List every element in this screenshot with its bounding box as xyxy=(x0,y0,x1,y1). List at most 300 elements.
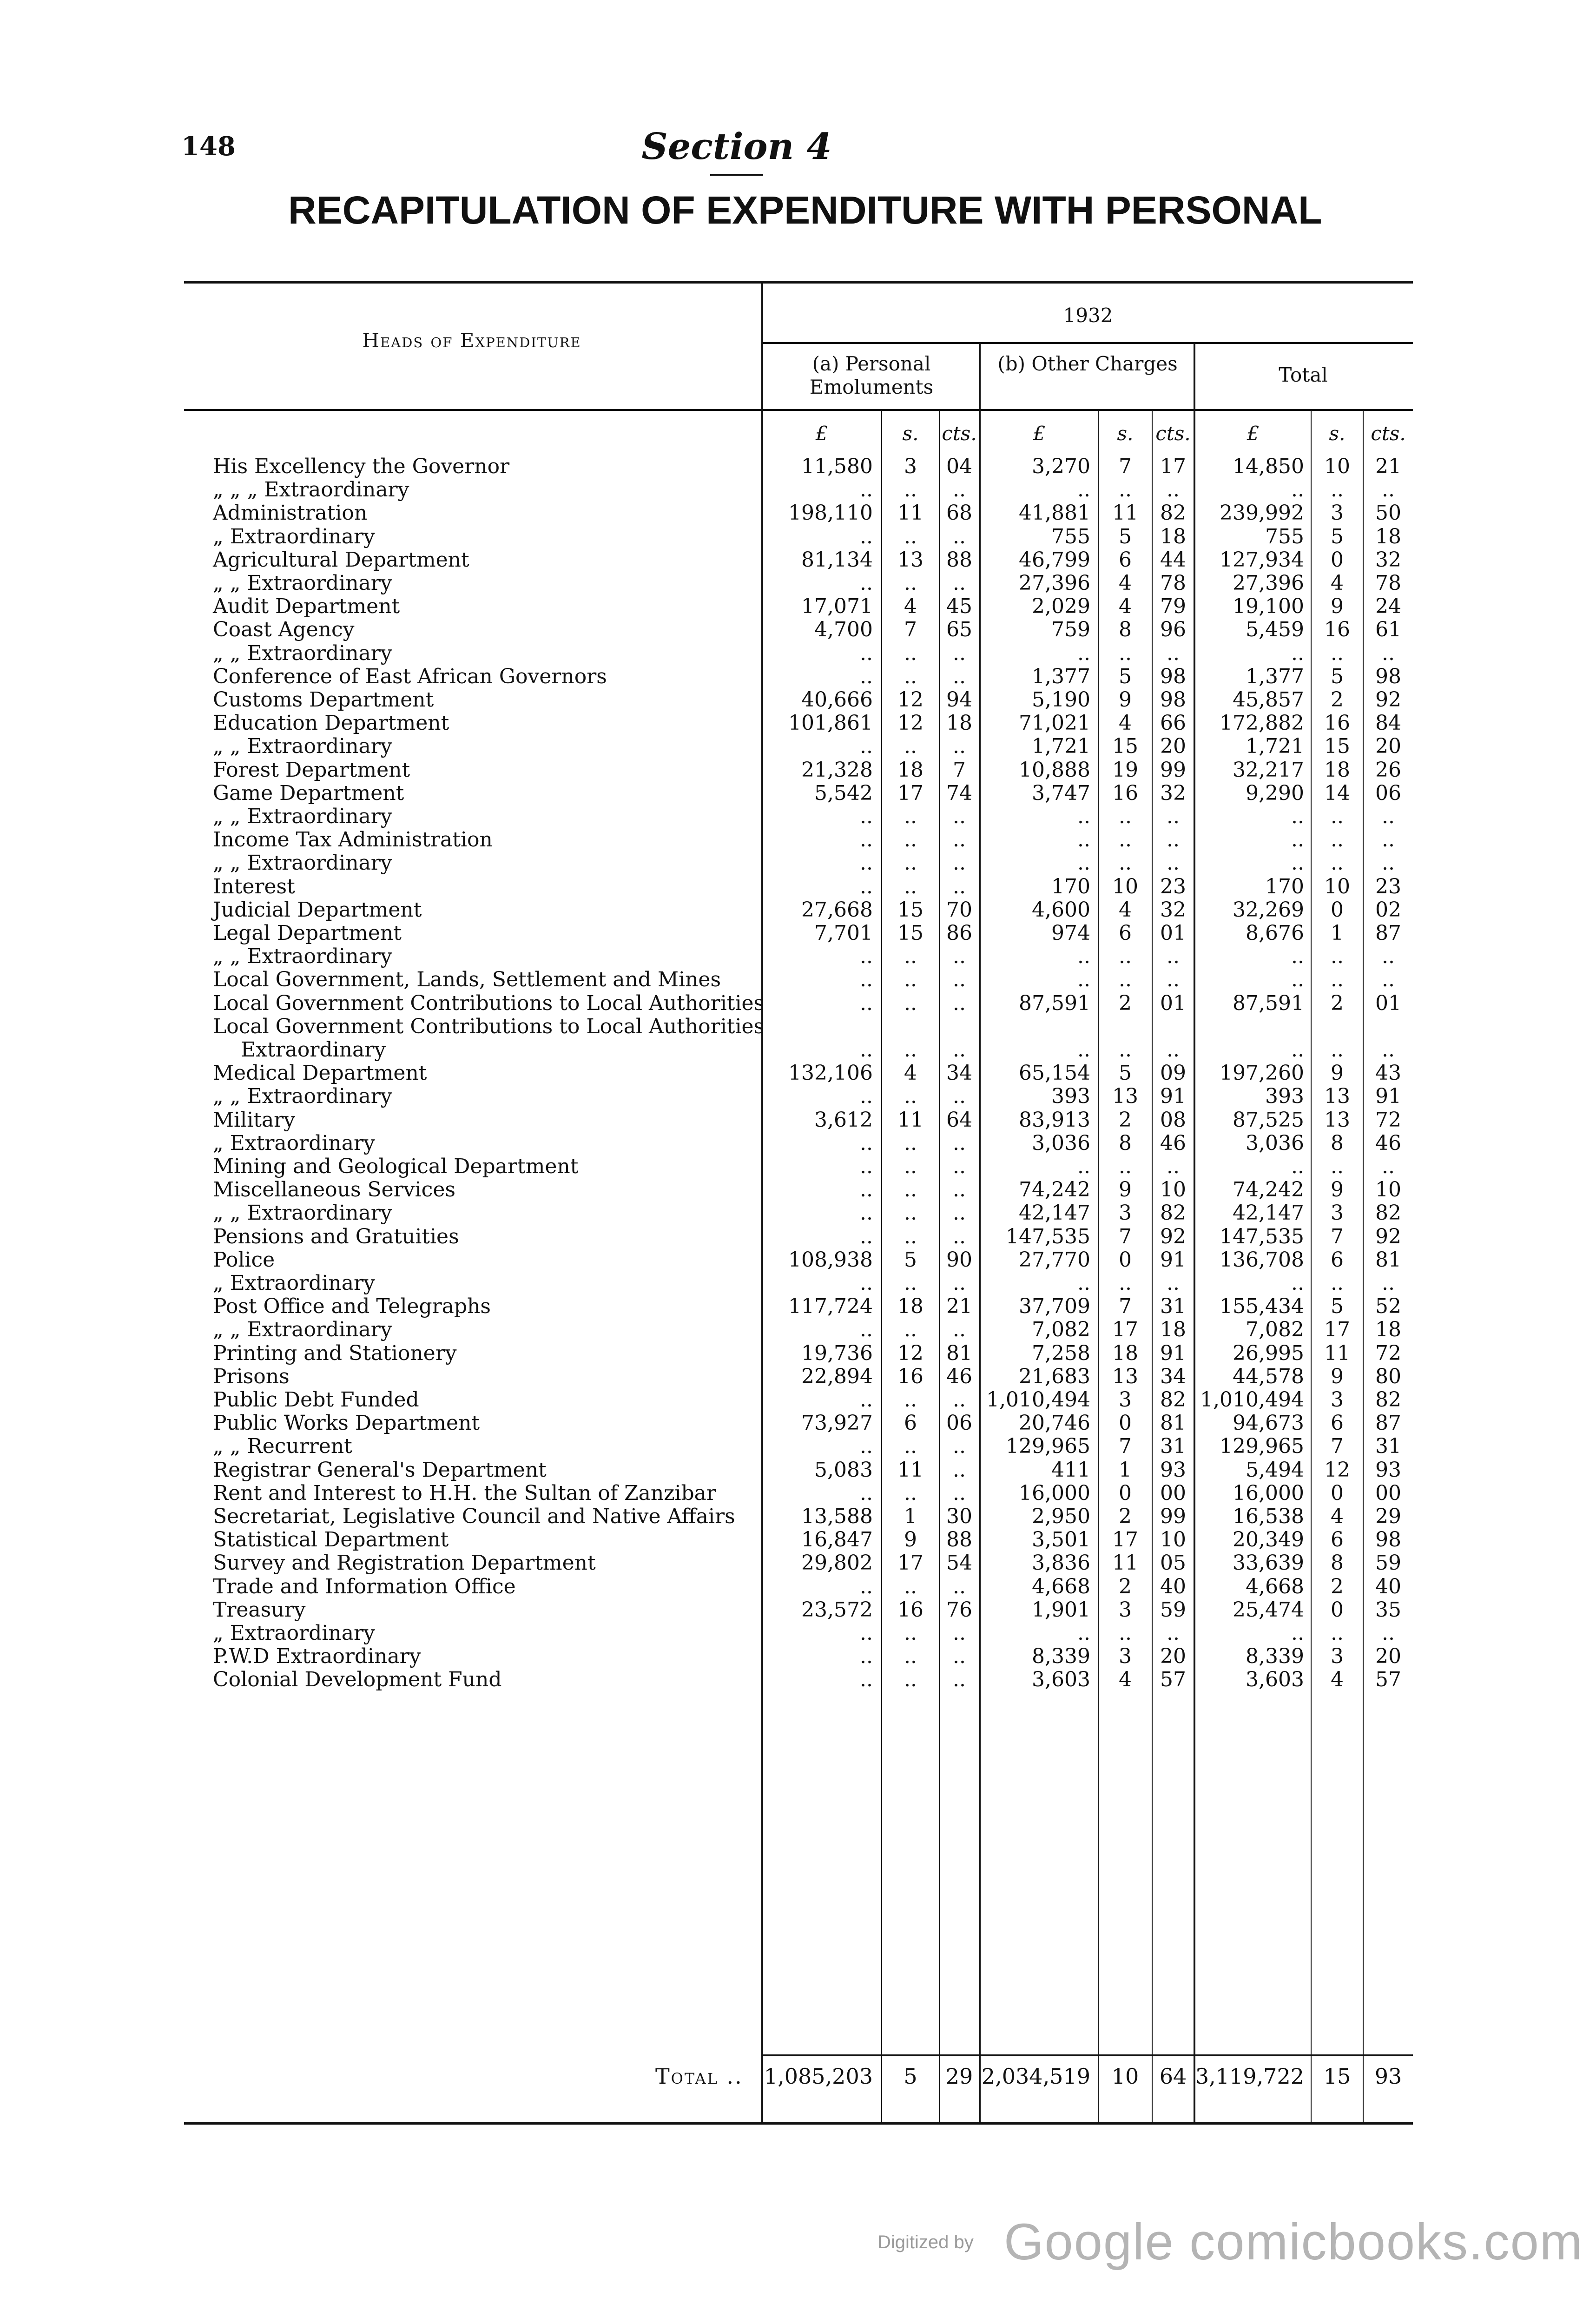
cell-t-pounds: 136,708 xyxy=(1220,1248,1304,1272)
cell-a-pounds: .. xyxy=(860,478,873,502)
header-rule-units xyxy=(184,409,1413,411)
cell-b-shillings: 6 xyxy=(1119,548,1132,572)
cell-t-pounds: 7,082 xyxy=(1246,1318,1304,1341)
cell-t-cents: 01 xyxy=(1375,991,1401,1015)
cell-a-cents: 88 xyxy=(946,548,972,572)
cell-b-shillings: 0 xyxy=(1119,1481,1132,1505)
cell-t-cents: .. xyxy=(1382,1038,1395,1062)
cell-b-cents: 31 xyxy=(1160,1294,1186,1318)
cell-a-pounds: .. xyxy=(860,1644,873,1668)
cell-b-cents: 01 xyxy=(1160,921,1186,945)
cell-t-cents: 21 xyxy=(1375,455,1401,478)
cell-t-pounds: .. xyxy=(1291,1621,1304,1645)
cell-t-pounds: 9,290 xyxy=(1246,781,1304,805)
cell-b-cents: 98 xyxy=(1160,665,1186,688)
cell-a-cents: 21 xyxy=(946,1294,972,1318)
cell-a-cents: 06 xyxy=(946,1411,972,1435)
cell-b-cents: 44 xyxy=(1160,548,1186,572)
cell-a-cents: .. xyxy=(953,1668,966,1691)
cell-a-pounds: .. xyxy=(860,875,873,898)
unit-cents-t: cts. xyxy=(1371,422,1406,445)
cell-b-shillings: 8 xyxy=(1119,1131,1132,1155)
cell-a-shillings: .. xyxy=(904,805,917,828)
cell-t-pounds: 127,934 xyxy=(1220,548,1304,572)
cell-b-shillings: 4 xyxy=(1119,898,1132,922)
cell-b-pounds: 87,591 xyxy=(1019,991,1090,1015)
cell-t-pounds: 16,000 xyxy=(1233,1481,1304,1505)
cell-b-shillings: 3 xyxy=(1119,1598,1132,1622)
cell-b-cents: 96 xyxy=(1160,618,1186,641)
cell-t-shillings: 17 xyxy=(1324,1318,1350,1341)
cell-a-shillings: .. xyxy=(904,1084,917,1108)
cell-t-shillings: 2 xyxy=(1331,991,1344,1015)
cell-b-shillings: .. xyxy=(1119,968,1132,991)
row-label: Judicial Department xyxy=(213,898,422,922)
cell-t-cents: 87 xyxy=(1375,1411,1401,1435)
cell-t-cents: 80 xyxy=(1375,1365,1401,1388)
cell-t-pounds: 147,535 xyxy=(1220,1225,1304,1248)
cell-a-cents: .. xyxy=(953,478,966,502)
row-label: Administration xyxy=(213,501,368,525)
cell-b-cents: .. xyxy=(1167,828,1180,852)
row-label: Colonial Development Fund xyxy=(213,1668,502,1691)
cell-b-shillings: .. xyxy=(1119,641,1132,665)
row-label: Mining and Geological Department xyxy=(213,1155,579,1178)
cell-a-shillings: .. xyxy=(904,1201,917,1225)
cell-t-cents: 24 xyxy=(1375,594,1401,618)
cell-a-pounds: 7,701 xyxy=(814,921,873,945)
unit-pounds-b: £ xyxy=(1033,422,1046,445)
cell-t-cents: 87 xyxy=(1375,921,1401,945)
cell-t-cents: .. xyxy=(1382,1621,1395,1645)
cell-b-shillings: 4 xyxy=(1119,1668,1132,1691)
cell-b-pounds: 974 xyxy=(1051,921,1090,945)
cell-b-cents: .. xyxy=(1167,851,1180,875)
cell-t-pounds: 172,882 xyxy=(1220,711,1304,735)
cell-t-cents: 23 xyxy=(1375,875,1401,898)
cell-t-shillings: 6 xyxy=(1331,1411,1344,1435)
cell-t-shillings: 0 xyxy=(1331,1481,1344,1505)
cell-b-pounds: .. xyxy=(1077,828,1090,852)
cell-b-cents: 20 xyxy=(1160,1644,1186,1668)
cell-b-pounds: 755 xyxy=(1051,525,1090,548)
cell-t-pounds: 170 xyxy=(1265,875,1304,898)
cell-t-pounds: 129,965 xyxy=(1220,1434,1304,1458)
row-label: Trade and Information Office xyxy=(213,1575,516,1598)
cell-t-shillings: 4 xyxy=(1331,1505,1344,1528)
row-label: Police xyxy=(213,1248,275,1272)
cell-b-pounds: 83,913 xyxy=(1019,1108,1090,1132)
cell-b-pounds: .. xyxy=(1077,851,1090,875)
cell-b-shillings: 4 xyxy=(1119,711,1132,735)
table-bottom-rule xyxy=(184,2122,1413,2125)
row-label: „ „ Extraordinary xyxy=(213,805,392,828)
cell-a-pounds: 5,083 xyxy=(814,1458,873,1482)
cell-b-pounds: .. xyxy=(1077,1155,1090,1178)
cell-t-shillings: 6 xyxy=(1331,1248,1344,1272)
cell-t-shillings: .. xyxy=(1331,641,1344,665)
cell-t-shillings: .. xyxy=(1331,1271,1344,1295)
col-divider-a-b xyxy=(979,344,981,2122)
cell-a-shillings: .. xyxy=(904,1131,917,1155)
cell-t-pounds: 755 xyxy=(1265,525,1304,548)
cell-a-shillings: .. xyxy=(904,875,917,898)
cell-b-shillings: 13 xyxy=(1112,1084,1138,1108)
cell-b-shillings: 9 xyxy=(1119,688,1132,712)
cell-b-shillings: 7 xyxy=(1119,1434,1132,1458)
cell-a-pounds: 132,106 xyxy=(788,1061,873,1085)
total-top-rule xyxy=(762,2054,1413,2056)
cell-a-shillings: 9 xyxy=(904,1528,917,1552)
cell-a-pounds: .. xyxy=(860,1271,873,1295)
cell-t-cents: 35 xyxy=(1375,1598,1401,1622)
cell-b-shillings: .. xyxy=(1119,944,1132,968)
cell-t-pounds: 94,673 xyxy=(1233,1411,1304,1435)
cell-t-shillings: 7 xyxy=(1331,1225,1344,1248)
cell-b-cents: .. xyxy=(1167,641,1180,665)
cell-t-cents: 57 xyxy=(1375,1668,1401,1691)
cell-t-pounds: 3,603 xyxy=(1246,1668,1304,1691)
cell-b-cents: 31 xyxy=(1160,1434,1186,1458)
cell-b-shillings: 17 xyxy=(1112,1528,1138,1552)
cell-a-shillings: .. xyxy=(904,665,917,688)
cell-b-pounds: 42,147 xyxy=(1019,1201,1090,1225)
cell-a-pounds: 22,894 xyxy=(801,1365,873,1388)
cell-t-shillings: .. xyxy=(1331,1155,1344,1178)
cell-a-shillings: .. xyxy=(904,968,917,991)
page-title: RECAPITULATION OF EXPENDITURE WITH PERSONAL xyxy=(288,188,1322,232)
cell-b-pounds: 1,721 xyxy=(1032,734,1090,758)
cell-b-cents: 81 xyxy=(1160,1411,1186,1435)
cell-a-pounds: .. xyxy=(860,1318,873,1341)
cell-t-cents: 78 xyxy=(1375,571,1401,595)
cell-a-shillings: .. xyxy=(904,734,917,758)
cell-b-cents: 57 xyxy=(1160,1668,1186,1691)
row-label: „ Extraordinary xyxy=(213,1271,375,1295)
cell-b-cents: 40 xyxy=(1160,1575,1186,1598)
cell-b-cents: .. xyxy=(1167,1155,1180,1178)
cell-a-shillings: 12 xyxy=(897,711,923,735)
cell-b-pounds: 411 xyxy=(1051,1458,1090,1482)
cell-b-pounds: 37,709 xyxy=(1019,1294,1090,1318)
cell-a-cents: .. xyxy=(953,1318,966,1341)
cell-t-cents: 02 xyxy=(1375,898,1401,922)
cell-b-cents: 20 xyxy=(1160,734,1186,758)
cell-b-shillings: 0 xyxy=(1119,1411,1132,1435)
cell-a-pounds: 5,542 xyxy=(814,781,873,805)
row-label: „ Extraordinary xyxy=(213,525,375,548)
cell-a-shillings: .. xyxy=(904,571,917,595)
col-a-header: (a) Personal Emoluments xyxy=(809,352,934,398)
cell-b-cents: 18 xyxy=(1160,525,1186,548)
cell-t-cents: 50 xyxy=(1375,501,1401,525)
cell-t-shillings: 0 xyxy=(1331,898,1344,922)
unit-shillings-b: s. xyxy=(1117,422,1134,445)
cell-t-shillings: .. xyxy=(1331,478,1344,502)
row-label: „ „ „ Extraordinary xyxy=(213,478,409,502)
watermark-logo: Google comicbooks.com xyxy=(1004,2213,1583,2271)
cell-t-shillings: 9 xyxy=(1331,1178,1344,1202)
cell-b-cents: 82 xyxy=(1160,1388,1186,1412)
cell-a-pounds: 108,938 xyxy=(788,1248,873,1272)
cell-a-cents: 70 xyxy=(946,898,972,922)
row-label: „ „ Extraordinary xyxy=(213,1084,392,1108)
cell-t-cents: 46 xyxy=(1375,1131,1401,1155)
cell-t-shillings: 13 xyxy=(1324,1108,1350,1132)
cell-t-cents: 84 xyxy=(1375,711,1401,735)
cell-t-pounds: 19,100 xyxy=(1233,594,1304,618)
cell-a-cents: .. xyxy=(953,1271,966,1295)
col-divider-b-t xyxy=(1194,344,1195,2122)
row-label: Game Department xyxy=(213,781,404,805)
cell-a-pounds: .. xyxy=(860,1155,873,1178)
row-label: Interest xyxy=(213,875,295,898)
cell-b-pounds: .. xyxy=(1077,1038,1090,1062)
cell-b-pounds: 4,668 xyxy=(1032,1575,1090,1598)
cell-a-cents: 86 xyxy=(946,921,972,945)
cell-t-pounds: .. xyxy=(1291,851,1304,875)
cell-a-pounds: 19,736 xyxy=(801,1341,873,1365)
cell-a-shillings: .. xyxy=(904,1481,917,1505)
row-label: His Excellency the Governor xyxy=(213,455,510,478)
cell-b-shillings: .. xyxy=(1119,851,1132,875)
cell-b-pounds: 3,036 xyxy=(1032,1131,1090,1155)
cell-t-cents: 59 xyxy=(1375,1551,1401,1575)
cell-b-shillings: .. xyxy=(1119,1038,1132,1062)
cell-a-pounds: 73,927 xyxy=(801,1411,873,1435)
cell-t-pounds: 5,494 xyxy=(1246,1458,1304,1482)
cell-t-shillings: 16 xyxy=(1324,711,1350,735)
cell-t-cents: .. xyxy=(1382,1155,1395,1178)
cell-a-cents: 68 xyxy=(946,501,972,525)
cell-t-cents: 18 xyxy=(1375,1318,1401,1341)
row-label: Secretariat, Legislative Council and Native Affairs xyxy=(213,1505,735,1528)
cell-a-pounds: .. xyxy=(860,944,873,968)
cell-t-cents: 98 xyxy=(1375,665,1401,688)
unit-pounds-t: £ xyxy=(1247,422,1260,445)
cell-a-shillings: .. xyxy=(904,1668,917,1691)
cell-a-cents: 54 xyxy=(946,1551,972,1575)
cell-b-shillings: 3 xyxy=(1119,1201,1132,1225)
cell-b-cents: 92 xyxy=(1160,1225,1186,1248)
cell-b-pounds: 5,190 xyxy=(1032,688,1090,712)
cell-a-shillings: .. xyxy=(904,1155,917,1178)
total-t-shillings: 15 xyxy=(1323,2064,1351,2089)
cell-a-pounds: 4,700 xyxy=(814,618,873,641)
cell-b-cents: 34 xyxy=(1160,1365,1186,1388)
cell-b-cents: 09 xyxy=(1160,1061,1186,1085)
cell-a-shillings: .. xyxy=(904,1575,917,1598)
row-label: „ Extraordinary xyxy=(213,1621,375,1645)
cell-t-shillings: 13 xyxy=(1324,1084,1350,1108)
cell-b-shillings: 6 xyxy=(1119,921,1132,945)
cell-a-pounds: .. xyxy=(860,991,873,1015)
cell-b-pounds: .. xyxy=(1077,1271,1090,1295)
cell-b-pounds: 27,770 xyxy=(1019,1248,1090,1272)
total-t-pounds: 3,119,722 xyxy=(1195,2064,1304,2089)
header-rule-year xyxy=(762,342,1413,344)
cell-a-shillings: .. xyxy=(904,1318,917,1341)
cell-t-pounds: 8,339 xyxy=(1246,1644,1304,1668)
cell-b-shillings: 2 xyxy=(1119,1108,1132,1132)
cell-a-pounds: .. xyxy=(860,525,873,548)
cell-a-cents: .. xyxy=(953,1201,966,1225)
digitized-by-text: Digitized by xyxy=(877,2232,974,2252)
cell-a-pounds: .. xyxy=(860,1084,873,1108)
cell-t-shillings: 7 xyxy=(1331,1434,1344,1458)
cell-b-pounds: 65,154 xyxy=(1019,1061,1090,1085)
cell-t-shillings: 5 xyxy=(1331,525,1344,548)
row-label: Audit Department xyxy=(213,594,400,618)
cell-b-shillings: 8 xyxy=(1119,618,1132,641)
cell-t-cents: 82 xyxy=(1375,1201,1401,1225)
total-b-cents: 64 xyxy=(1159,2064,1187,2089)
row-label: Public Works Department xyxy=(213,1411,480,1435)
row-label: „ Extraordinary xyxy=(213,1131,375,1155)
cell-a-pounds: 11,580 xyxy=(801,455,873,478)
cell-t-shillings: .. xyxy=(1331,1038,1344,1062)
heads-of-expenditure-header: Heads of Expenditure xyxy=(362,329,581,352)
cell-a-cents: .. xyxy=(953,1458,966,1482)
row-label: Prisons xyxy=(213,1365,290,1388)
cell-t-shillings: 9 xyxy=(1331,1061,1344,1085)
cell-a-pounds: .. xyxy=(860,641,873,665)
cell-b-pounds: .. xyxy=(1077,805,1090,828)
cell-b-pounds: 1,010,494 xyxy=(986,1388,1090,1412)
cell-a-pounds: .. xyxy=(860,1668,873,1691)
cell-a-cents: 46 xyxy=(946,1365,972,1388)
page-number: 148 xyxy=(181,131,236,162)
total-a-shillings: 5 xyxy=(904,2064,917,2089)
row-label: Treasury xyxy=(213,1598,306,1622)
row-label: Local Government, Lands, Settlement and Mines xyxy=(213,968,721,991)
cell-t-cents: 26 xyxy=(1375,758,1401,782)
cell-a-pounds: 29,802 xyxy=(801,1551,873,1575)
cell-a-shillings: 11 xyxy=(897,1108,923,1132)
cell-b-shillings: 3 xyxy=(1119,1644,1132,1668)
cell-b-shillings: 15 xyxy=(1112,734,1138,758)
cell-t-pounds: 8,676 xyxy=(1246,921,1304,945)
total-t-cents: 93 xyxy=(1374,2064,1402,2089)
cell-a-pounds: 81,134 xyxy=(801,548,873,572)
cell-b-pounds: 7,082 xyxy=(1032,1318,1090,1341)
cell-a-cents: 30 xyxy=(946,1505,972,1528)
row-label: Public Debt Funded xyxy=(213,1388,419,1412)
cell-t-shillings: .. xyxy=(1331,968,1344,991)
cell-t-pounds: 33,639 xyxy=(1233,1551,1304,1575)
cell-a-cents: .. xyxy=(953,828,966,852)
cell-t-cents: 91 xyxy=(1375,1084,1401,1108)
cell-t-pounds: 4,668 xyxy=(1246,1575,1304,1598)
cell-t-pounds: 25,474 xyxy=(1233,1598,1304,1622)
cell-t-shillings: 16 xyxy=(1324,618,1350,641)
cell-t-pounds: 44,578 xyxy=(1233,1365,1304,1388)
cell-t-cents: 98 xyxy=(1375,1528,1401,1552)
unit-cents-b: cts. xyxy=(1155,422,1191,445)
cell-a-cents: .. xyxy=(953,1575,966,1598)
cell-t-pounds: 239,992 xyxy=(1220,501,1304,525)
cell-a-cents: 18 xyxy=(946,711,972,735)
cell-b-cents: .. xyxy=(1167,968,1180,991)
cell-a-cents: .. xyxy=(953,1388,966,1412)
cell-a-cents: .. xyxy=(953,851,966,875)
row-label: „ „ Extraordinary xyxy=(213,571,392,595)
cell-t-shillings: .. xyxy=(1331,805,1344,828)
row-label: Agricultural Department xyxy=(213,548,469,572)
cell-a-shillings: 4 xyxy=(904,594,917,618)
section-underline xyxy=(710,174,763,176)
cell-b-shillings: 5 xyxy=(1119,525,1132,548)
cell-a-shillings: 12 xyxy=(897,688,923,712)
cell-a-cents: 34 xyxy=(946,1061,972,1085)
cell-b-cents: .. xyxy=(1167,805,1180,828)
cell-a-cents: .. xyxy=(953,665,966,688)
cell-a-pounds: .. xyxy=(860,1434,873,1458)
cell-b-pounds: 4,600 xyxy=(1032,898,1090,922)
col-total-header: Total xyxy=(1279,363,1328,386)
cell-t-pounds: 1,010,494 xyxy=(1200,1388,1304,1412)
row-label: Local Government Contributions to Local Authorities xyxy=(213,991,765,1015)
cell-b-cents: 91 xyxy=(1160,1341,1186,1365)
cell-a-shillings: .. xyxy=(904,1388,917,1412)
cell-b-shillings: 0 xyxy=(1119,1248,1132,1272)
row-label: Rent and Interest to H.H. the Sultan of Zanzibar xyxy=(213,1481,716,1505)
row-label: Local Government Contributions to Local Authorities xyxy=(213,1015,765,1038)
cell-b-shillings: 11 xyxy=(1112,501,1138,525)
cell-t-shillings: .. xyxy=(1331,1621,1344,1645)
cell-b-shillings: 2 xyxy=(1119,1505,1132,1528)
cell-t-cents: 10 xyxy=(1375,1178,1401,1202)
cell-a-cents: .. xyxy=(953,875,966,898)
cell-a-shillings: .. xyxy=(904,1038,917,1062)
cell-t-pounds: .. xyxy=(1291,828,1304,852)
row-label: P.W.D Extraordinary xyxy=(213,1644,421,1668)
cell-t-pounds: 1,721 xyxy=(1246,734,1304,758)
cell-t-cents: 32 xyxy=(1375,548,1401,572)
cell-t-shillings: 5 xyxy=(1331,665,1344,688)
cell-b-cents: 99 xyxy=(1160,1505,1186,1528)
unit-cents-a: cts. xyxy=(942,422,977,445)
row-label: Printing and Stationery xyxy=(213,1341,457,1365)
cell-a-shillings: 17 xyxy=(897,781,923,805)
cell-a-shillings: .. xyxy=(904,851,917,875)
cell-b-pounds: 21,683 xyxy=(1019,1365,1090,1388)
cell-t-pounds: 5,459 xyxy=(1246,618,1304,641)
cell-b-shillings: .. xyxy=(1119,828,1132,852)
cell-a-cents: 65 xyxy=(946,618,972,641)
cell-b-pounds: 147,535 xyxy=(1006,1225,1090,1248)
cell-t-pounds: .. xyxy=(1291,968,1304,991)
cell-b-pounds: 3,836 xyxy=(1032,1551,1090,1575)
cell-t-cents: 18 xyxy=(1375,525,1401,548)
row-label: Military xyxy=(213,1108,296,1132)
cell-a-cents: .. xyxy=(953,1481,966,1505)
cell-t-shillings: 10 xyxy=(1324,875,1350,898)
cell-t-cents: 52 xyxy=(1375,1294,1401,1318)
cell-t-shillings: .. xyxy=(1331,944,1344,968)
cell-b-cents: 05 xyxy=(1160,1551,1186,1575)
cell-a-pounds: .. xyxy=(860,1388,873,1412)
cell-b-pounds: 27,396 xyxy=(1019,571,1090,595)
cell-t-cents: 93 xyxy=(1375,1458,1401,1482)
cell-b-shillings: 19 xyxy=(1112,758,1138,782)
cell-t-cents: 20 xyxy=(1375,1644,1401,1668)
cell-t-pounds: 32,269 xyxy=(1233,898,1304,922)
cell-a-pounds: .. xyxy=(860,851,873,875)
cell-a-shillings: 18 xyxy=(897,1294,923,1318)
cell-a-cents: .. xyxy=(953,1644,966,1668)
cell-a-pounds: 21,328 xyxy=(801,758,873,782)
